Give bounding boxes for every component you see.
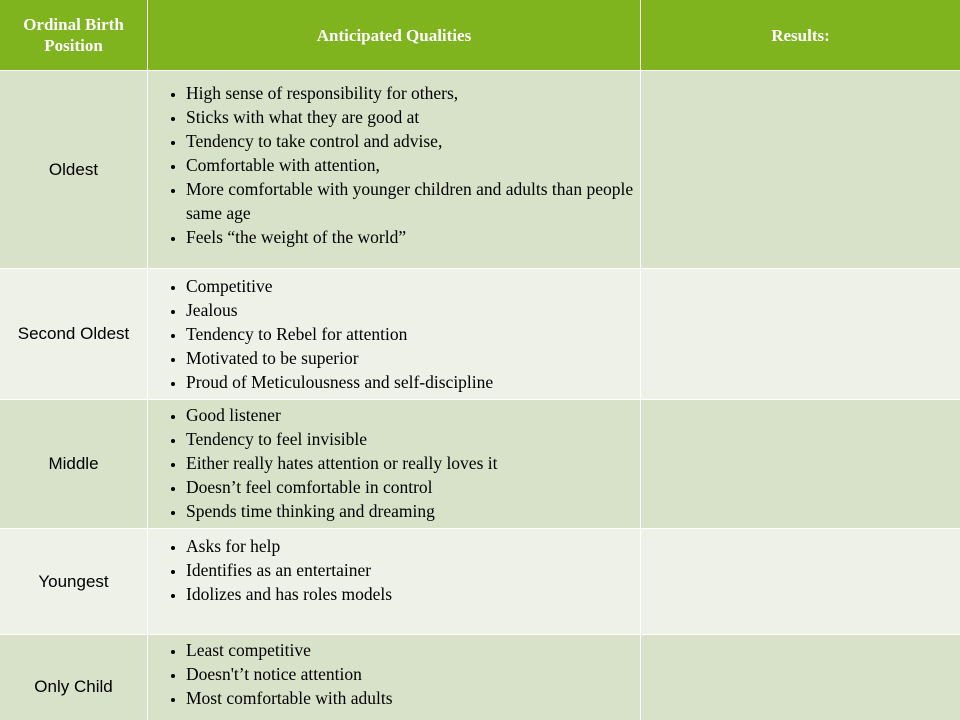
table-row-second-oldest [0,268,960,399]
quality-item: • Feels “the weight of the world” [186,225,640,249]
table-row-middle [0,399,960,528]
position-label: Second Oldest [0,269,148,399]
position-label: Middle [0,400,148,528]
qualities-list [148,81,640,249]
qualities-cell [148,71,641,268]
results-cell[interactable] [641,71,960,268]
table-row-youngest [0,528,960,634]
quality-item: • Motivated to be superior [186,346,640,370]
header-anticipated-qualities: Anticipated Qualities [148,0,641,70]
quality-item: • Tendency to Rebel for attention [186,322,640,346]
results-cell[interactable] [641,269,960,399]
position-label: Only Child [0,635,148,720]
qualities-list [148,534,640,606]
qualities-cell [148,529,641,634]
quality-item: • Identifies as an entertainer [186,558,640,582]
quality-item: • Tendency to feel invisible [186,427,640,451]
qualities-list [148,403,640,523]
position-label: Youngest [0,529,148,634]
quality-item: • More comfortable with younger children and adults than people same age [186,177,640,225]
results-cell[interactable] [641,635,960,720]
position-label: Oldest [0,71,148,268]
quality-item: • High sense of responsibility for others, [186,81,640,105]
qualities-list [148,274,640,394]
quality-item: • Proud of Meticulousness and self-discipline [186,370,640,394]
header-birth-position: Ordinal Birth Position [0,0,148,70]
results-cell[interactable] [641,529,960,634]
qualities-cell [148,269,641,399]
quality-item: • Doesn't’t notice attention [186,662,640,686]
table-row-oldest [0,70,960,268]
quality-item: • Competitive [186,274,640,298]
qualities-list [148,638,640,710]
quality-item: • Tendency to take control and advise, [186,129,640,153]
quality-item: • Spends time thinking and dreaming [186,499,640,523]
quality-item: • Jealous [186,298,640,322]
quality-item: • Asks for help [186,534,640,558]
quality-item: • Comfortable with attention, [186,153,640,177]
quality-item: • Either really hates attention or really loves it [186,451,640,475]
qualities-cell [148,400,641,528]
table-row-only-child [0,634,960,720]
table-header [0,0,960,70]
qualities-cell [148,635,641,720]
quality-item: • Sticks with what they are good at [186,105,640,129]
quality-item: • Good listener [186,403,640,427]
quality-item: • Idolizes and has roles models [186,582,640,606]
results-cell[interactable] [641,400,960,528]
quality-item: • Doesn’t feel comfortable in control [186,475,640,499]
quality-item: • Most comfortable with adults [186,686,640,710]
header-results: Results: [771,25,830,45]
quality-item: • Least competitive [186,638,640,662]
